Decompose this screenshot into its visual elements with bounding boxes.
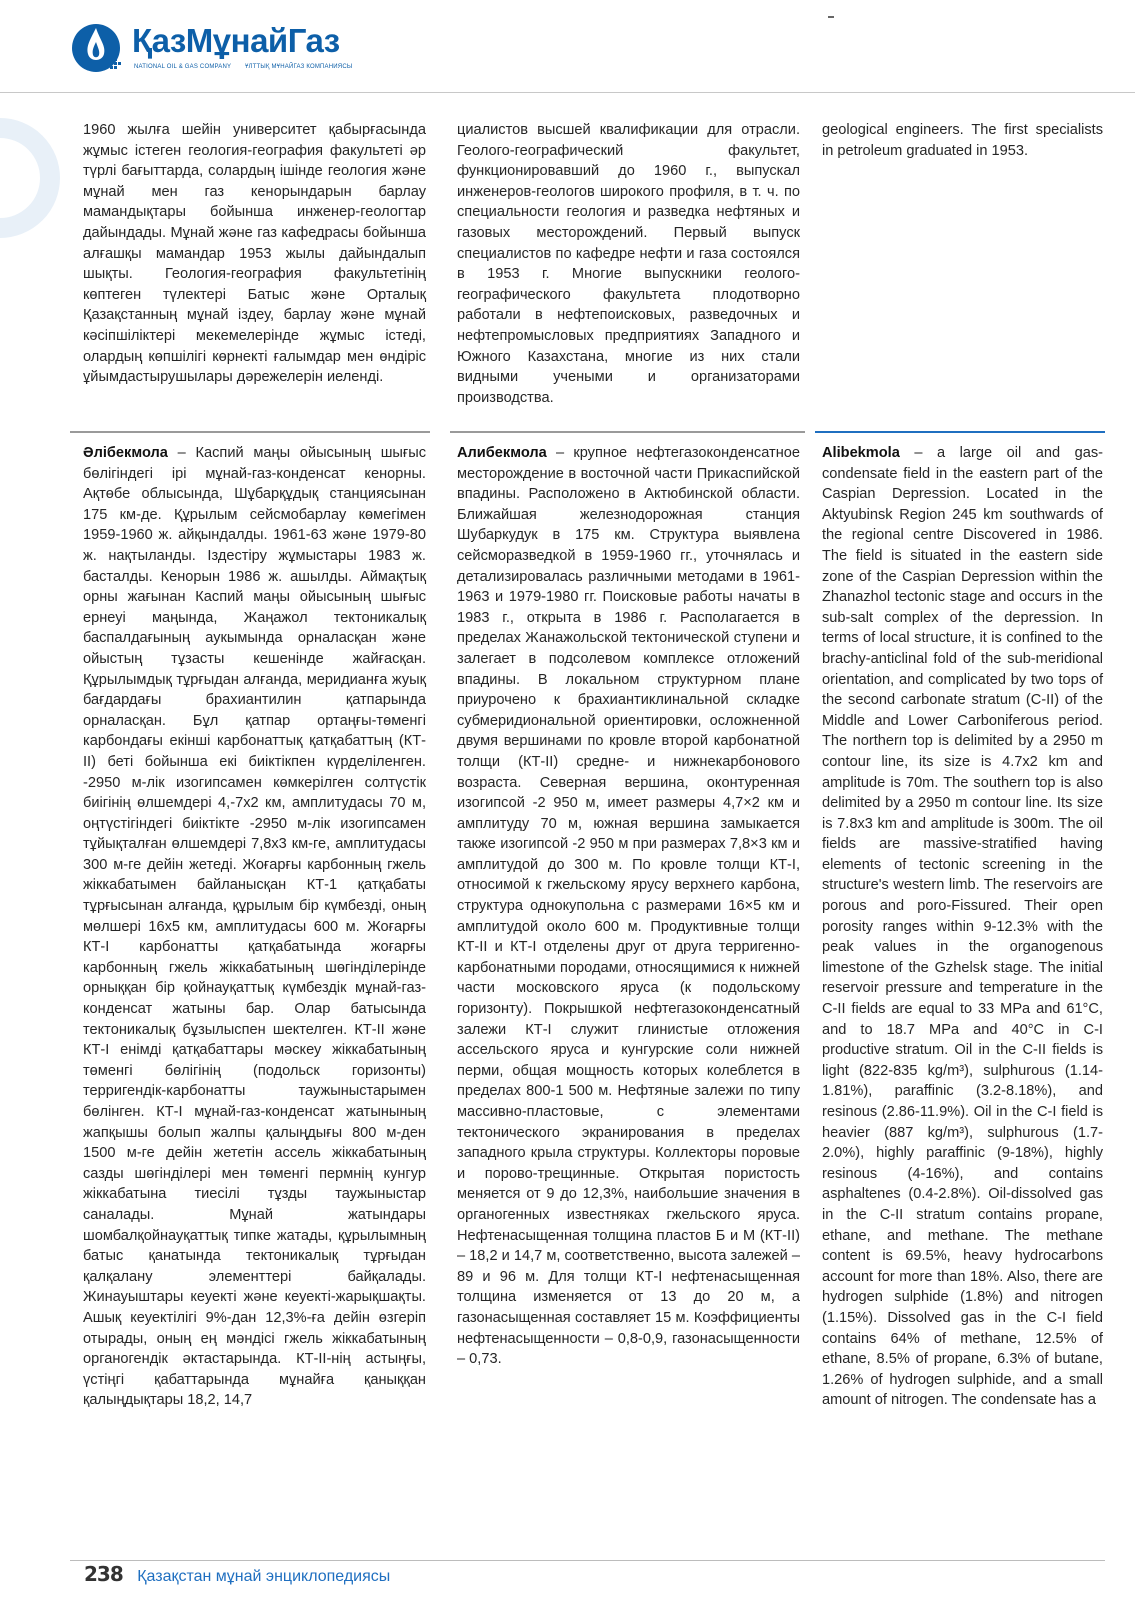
page-header bbox=[0, 0, 1135, 95]
footer-divider bbox=[70, 1560, 1105, 1561]
article-term-kk: Әлібекмола bbox=[83, 445, 168, 461]
logo-subtitle-en: NATIONAL OIL & GAS COMPANY bbox=[134, 64, 232, 70]
logo-wordmark: ҚазМұнайГаз bbox=[132, 22, 340, 59]
article-term-en: Alibekmola bbox=[822, 445, 900, 461]
intro-russian: циалистов высшей квалификации для отрасли. Геолого-географический факультет, функционировавший до 1960 г., выпускал инженеров-геологов широкого профиля, в т. ч. по специальности геология и разведка нефтяных и газовых месторождений. Первый выпуск специалистов по кафедре нефти и газа состоялся в 1953 г. Многие выпускники геолого-географического факультета плодотворно работали в нефтепоисковых, разведочных и нефтепромысловых предприятиях Западного и Южного Казахстана, многие из них стали видными учеными и организаторами производства. bbox=[457, 122, 800, 406]
section-divider bbox=[815, 431, 1105, 433]
book-title: Қазақстан мұнай энциклопедиясы bbox=[137, 1568, 391, 1585]
watermark-letter-icon bbox=[0, 118, 60, 238]
logo-subtitle-kk: ҰЛТТЫҚ МҰНАЙГАЗ КОМПАНИЯСЫ bbox=[245, 64, 353, 70]
corner-mark bbox=[828, 16, 834, 18]
page-footer bbox=[84, 1562, 390, 1598]
article-text-ru: – крупное нефтегазоконденсатное месторождение в восточной части Прикаспийской впадины. Расположено в Актюбинской области. Ближайшая железнодорожная станция Шубаркудук в 175 км. Структура выявлена сейсморазведкой в 1959-1960 гг., уточнялась и детализировалась различными методами в 1961-1963 и 1979-1980 гг. Поисковые работы начаты в 1983 г., открыта в 1986 г. Располагается в пределах Жанажольской тектонической ступени и залегает в подсолевом комплексе отложений впадины. В локальном структурном плане приурочено к брахиантиклинальной складке субмеридиональной ориентировки, осложненной двумя вершинами по кровле второй карбонатной толщи (КТ-II) средне- и нижнекарбонового возраста. Северная вершина, оконтуренная изогипсой -2 950 м, имеет размеры 4,7×2 км и амплитуду 70 м, южная вершина замыкается также изогипсой -2 950 м при размерах 7,8×3 км и амплитудой до 300 м. По кровле толщи КТ-I, относимой к гжельскому ярусу верхнего карбона, структура однокупольна с размерами 16×5 км и амплитудой около 600 м. Продуктивные толщи КТ-II и КТ-I отделены друг от друга терригенно-карбонатными породами, относящимися к нижней части московского яруса (к подольскому горизонту). Покрышкой нефтегазоконденсатный залежи КТ-I служит глинистые отложения ассельского яруса и кунгурские соли нижней перми, общая мощность которых колеблется в пределах 800-1 500 м. Нефтяные залежи по типу массивно-пластовые, с элементами тектонического экранирования в пределах западного крыла структуры. Коллекторы поровые и порово-трещинные. Открытая пористость меняется от 9 до 12,3%, наибольшие значения в органогенных известняках гжельского яруса. Нефтенасыщенная толщина пластов Б и М (КТ-II) – 18,2 и 14,7 м, соответственно, высота залежей – 89 и 96 м. Для толщи КТ-I нефтенасыщенная толщина изменяется от 13 до 20 м, а газонасыщенная составляет 15 м. Коэффициенты нефтенасыщенности – 0,8-0,9, газонасыщенности – 0,73. bbox=[457, 445, 800, 1368]
article-term-ru: Алибекмола bbox=[457, 445, 547, 461]
article-text-en: – a large oil and gas-condensate field in the eastern part of the Caspian Depression. Located in the Aktyubinsk Region 245 km southwards of the regional centre Discovered in 1986. The field is situated in the eastern side zone of the Caspian Depression within the Zhanazhol tectonic stage and occurs in the sub-salt complex of the depression. In terms of local structure, it is confined to the brachy-anticlinal fold of the sub-meridional orientation, and complicated by two tops of the second carbonate stratum (C-II) of the Middle and Lower Carboniferous period. The northern top is delimited by a 2950 m contour line, its size is 4.7x2 km and amplitude is 70m. The southern top is also delimited by a 2950 m contour line. Its size is 7.8x3 km and amplitude is 300m. The oil fields are massive-stratified having elements of tectonic screening in the structure's western limb. The reservoirs are porous and poro-Fissured. Their open porosity ranges within 9-12.3% with the peak values in the organogenous limestone of the Gzhelsk stage. The initial reservoir pressure and temperature in the C-II fields are equal to 33 MPa and 61°C, and to 18.7 MPa and 40°C in C-I productive stratum. Oil in the C-II fields is light (822-835 kg/m³), sulphurous (1.14-1.81%), paraffinic (3.2-8.18%), and resinous (2.86-11.9%). Oil in the C-I field is heavier (887 kg/m³), sulphurous (1.7-2.0%), highly paraffinic (9-18%), highly resinous (4-16%), and contains asphaltenes (0.4-2.8%). Oil-dissolved gas in the C-II stratum contains propane, ethane, and methane. The methane content is 69.5%, heavy hydrocarbons account for more than 18%. Also, there are hydrogen sulphide (1.8%) and nitrogen (1.15%). Dissolved gas in the C-I field contains 64% of methane, 12.5% of ethane, 8.5% of propane, 6.3% of butane, 1.26% of hydrogen sulphide, and a small amount of nitrogen. The condensate has a bbox=[822, 445, 1103, 1409]
header-divider bbox=[0, 92, 1135, 93]
kmg-logo bbox=[70, 18, 370, 78]
article-kazakh bbox=[83, 443, 426, 1411]
section-divider-kk bbox=[70, 431, 430, 433]
article-text-kk: – Каспий маңы ойысының шығыс бөлігіндегі ірі мұнай-газ-конденсат кенорны. Ақтөбе облысында, Шұбарқұдық станциясынан 175 км-де. Құрылым сейсмобарлау көмегімен 1959-1960 ж. айқындалды. 1961-63 және 1979-80 ж. нақтыланды. Іздестіру жұмыстары 1983 ж. басталды. Кенорын 1986 ж. ашылды. Аймақтық орны жағынан Каспий маңы ойысының шығыс ернеуі маңында, Жаңажол тектоникалық баспалдағының аукымында орналасқан және ойыстың тұзасты кешенінде жайғасқан. Құрылымдық тұрғыдан алғанда, меридианға жуық бағдардағы брахиантилин қатпарында орналасқан. Бұл қатпар ортаңғы-төменгі карбондағы екінші карбонаттық қатқабаттың (КТ-ІІ) беті бойынша екі биіктікпен күрделіленген. -2950 м-лік изогипсамен көмкерілген солтүстік биігінің өлшемдері 4,-7х2 км, амплитудасы 70 м, оңтүстігіндегі биіктікте -2950 м-лік изогипсамен тұйықталған өлшемдері 7,8х3 км-ге, амплитудасы 300 м-ге дейін жетеді. Жоғарғы карбонның гжель жіккабатымен байланысқан КТ-1 қатқабаты тұрғысынан алғанда, құрылым бір күмбезді, оның мөлшері 16х5 км, амплитудасы 600 м. Жоғарғы КТ-І карбонатты қатқабатында жоғарғы карбонның гжель жіккабатының шөгінділерінде орныққан бір қойнауқаттық күмбездік мұнай-газ-конденсат жатыны бар. Олар батысында тектоникалық бұзылыспен шектелген. КТ-ІІ және КТ-І енімді қатқабаттары мәскеу жіккабатының төменгі бөлігінің (подольск горизонты) терригендік-карбонатты таужыныстарымен бөлінген. КТ-І мұнай-газ-конденсат жатынының жапқышы болып жалпы қалыңдығы 800 м-ден 1500 м-ге дейін жететін ассель жіккабатының сазды шөгінділері мен төменгі пермнің кунгур жіккабатына тиесілі тұзды таужыныстар саналады. Мұнай жатындары шомбалқойнауқаттық типке жатады, құрылымның батыс қанатында тектоникалық тұрғыдан қалқалану элементтері байқалады. Жинауыштары кеуекті және кеуекті-жарықшақты. Ашық кеуектілігі 9%-дан 12,3%-ға дейін өзгеріп отырады, оның ең мәндісі гжель жіккабатының органогендік әктастарында. КТ-ІІ-нің астыңғы, үстіңгі қабаттарында мұнайға қаныққан қалыңдықтары 18,2, 14,7 bbox=[83, 445, 426, 1409]
kmg-emblem-icon bbox=[70, 18, 130, 78]
article-english bbox=[822, 443, 1103, 1411]
section-divider-ru bbox=[450, 431, 805, 433]
intro-kazakh: 1960 жылға шейін университет қабырғасында жұмыс істеген геология-география факультеті әр түрлі бағыттарда, солардың ішінде геология және мұнай мен газ кенорындарын барлау мамандықтары бойынша инженер-геологтар дайындады. Мұнай және газ кафедрасы бойынша алғашқы мамандар 1953 жылы дайындалып шықты. Геология-география факультетінің көптеген түлектері Батыс және Орталық Қазақстанның мұнай іздеу, барлау және мұнай кәсіпшіліктері мекемелерінде жұмыс істеді, олардың көпшілігі көрнекті ғалымдар мен өндіріс ұйымдастырушылары дәрежелерін иеленді. bbox=[83, 122, 426, 386]
intro-english: geological engineers. The first specialists in petroleum graduated in 1953. bbox=[822, 122, 1103, 159]
page-number: 238 bbox=[84, 1562, 123, 1586]
article-russian bbox=[457, 443, 800, 1370]
